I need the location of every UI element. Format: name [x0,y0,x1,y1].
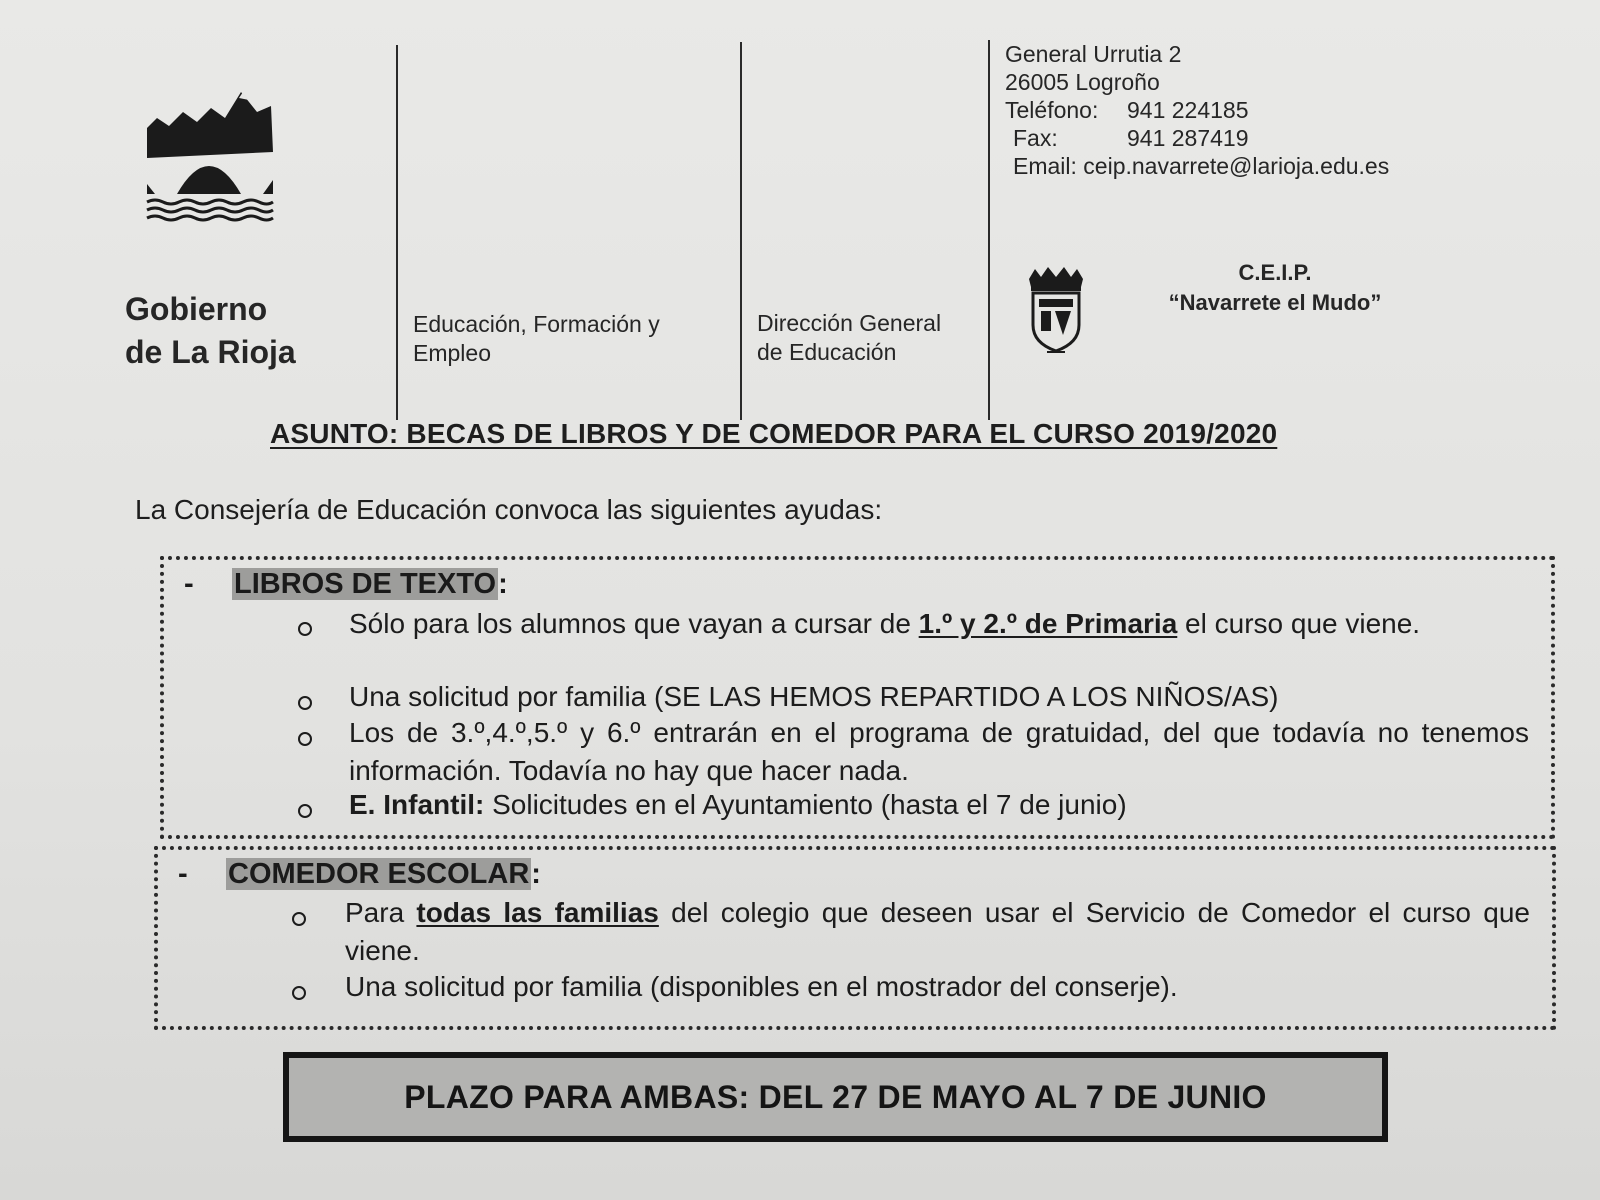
list-item: Una solicitud por familia (disponibles en el mostrador del conserje). [345,971,1178,1002]
list-item: Los de 3.º,4.º,5.º y 6.º entrarán en el programa de gratuidad, del que todavía no tenemos información. Todavía no hay que hacer nada. [349,717,1529,786]
bullet-icon [292,912,306,926]
directorate-name: Dirección General de Educación [757,310,942,365]
section-heading: - LIBROS DE TEXTO: [184,568,508,600]
list-item: Una solicitud por familia (SE LAS HEMOS REPARTIDO A LOS NIÑOS/AS) [349,681,1279,712]
school-crest-icon [1025,265,1087,355]
gobierno-rioja-logo [145,90,275,225]
deadline-banner: PLAZO PARA AMBAS: DEL 27 DE MAYO AL 7 DE JUNIO [283,1052,1388,1142]
subject-line: ASUNTO: BECAS DE LIBROS Y DE COMEDOR PARA EL CURSO 2019/2020 [270,418,1278,449]
list-item: Para todas las familias del colegio que deseen usar el Servicio de Comedor el curso que viene. [345,897,1530,966]
phone-row: Teléfono: 941 224185 [1005,97,1249,123]
school-name: C.E.I.P. “Navarrete el Mudo” [1168,260,1382,315]
divider [988,40,990,420]
comedor-section-box [154,846,1556,1030]
bullet-icon [298,732,312,746]
department-name: Educación, Formación y Empleo [413,311,660,366]
list-item: E. Infantil: Solicitudes en el Ayuntamiento (hasta el 7 de junio) [349,789,1127,820]
bullet-icon [292,986,306,1000]
bullet-icon [298,804,312,818]
divider [396,45,398,420]
fax-row: Fax: 941 287419 [1013,125,1249,151]
email-row: Email: ceip.navarrete@larioja.edu.es [1013,153,1390,179]
divider [740,42,742,420]
bullet-icon [298,622,312,636]
libros-section-box [160,556,1555,839]
government-name: Gobierno de La Rioja [125,291,296,370]
list-item: Sólo para los alumnos que vayan a cursar de 1.º y 2.º de Primaria el curso que viene. [349,608,1421,639]
section-heading: - COMEDOR ESCOLAR: [178,858,541,890]
bullet-icon [298,696,312,710]
school-address: General Urrutia 2 26005 Logroño Teléfono: 941 224185 Fax: 941 287419 Email: ceip.navarrete@larioja.edu.es [1005,41,1390,179]
intro-text: La Consejería de Educación convoca las siguientes ayudas: [135,494,883,525]
